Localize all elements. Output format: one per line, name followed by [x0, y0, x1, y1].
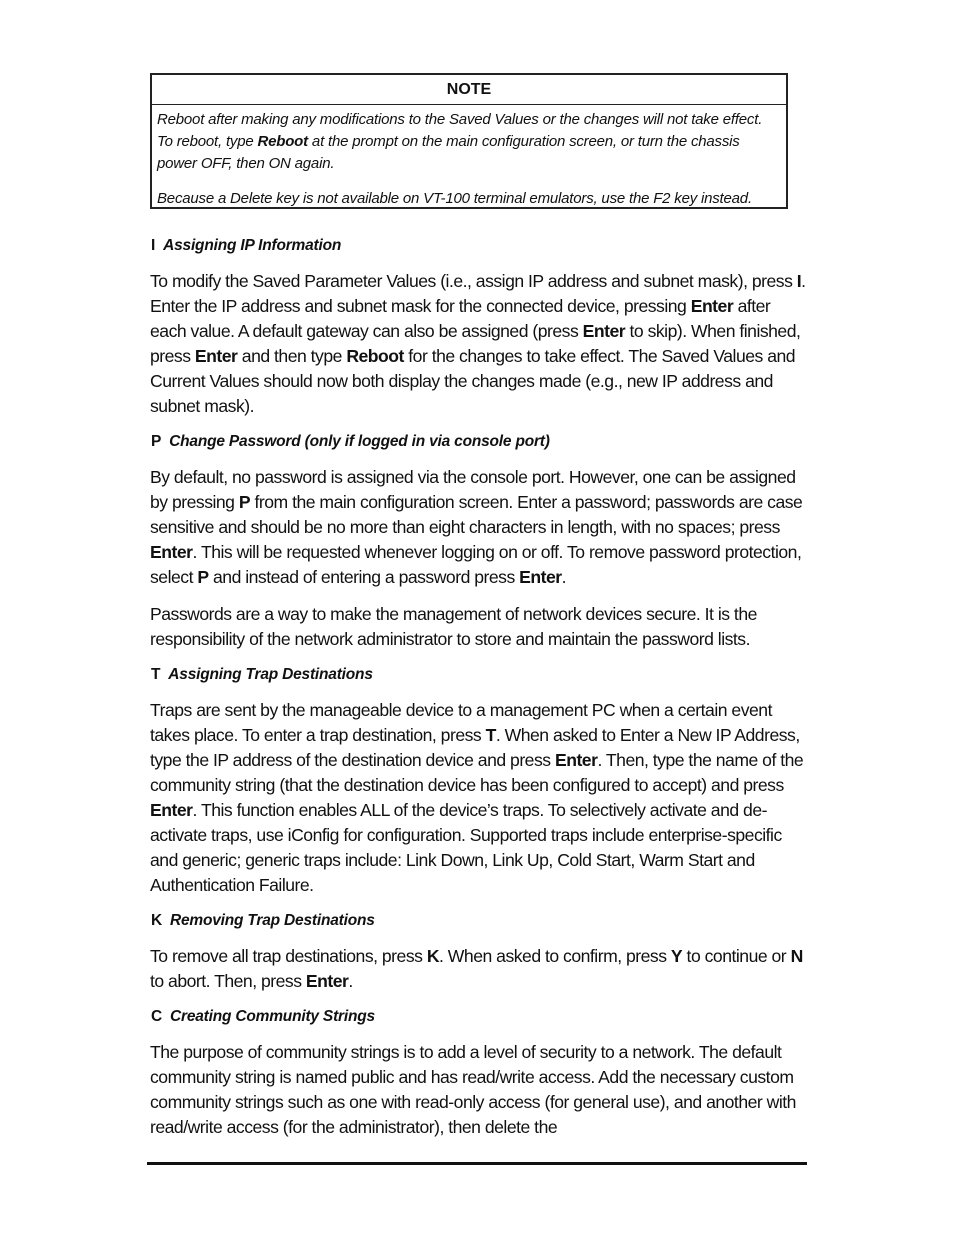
paragraph-password-security: Passwords are a way to make the management of network devices secure. It is the responsibility of the network administrator to store and maintain the password lists. [150, 604, 757, 649]
note-title: NOTE [152, 75, 786, 105]
paragraph-change-password: By default, no password is assigned via the console port. However, one can be assigned by pressing P from the main configuration screen. Enter a password; passwords are case sensitive and should be no more than eight characters in length, with no spaces; press Enter. This will be requested whenever logging on or off. To remove password protection, select P and instead of entering a password press Enter. [150, 467, 803, 587]
paragraph-removing-trap: To remove all trap destinations, press K. When asked to confirm, press Y to continue or N to abort. Then, press Enter. [150, 946, 803, 991]
heading-removing-trap [151, 911, 375, 931]
heading-key: C [151, 1008, 162, 1025]
note-delete-key-text: Because a Delete key is not available on VT-100 terminal emulators, use the F2 key instead. [157, 190, 752, 207]
heading-assigning-ip [151, 236, 341, 256]
heading-assigning-trap [151, 665, 373, 685]
heading-title: Creating Community Strings [170, 1008, 375, 1025]
footer-rule [147, 1162, 807, 1165]
paragraph-assigning-ip: To modify the Saved Parameter Values (i.e., assign IP address and subnet mask), press I. Enter the IP address and subnet mask for the connected device, pressing Enter after each value. A default gateway can also be assigned (press Enter to skip). When finished, press Enter and then type Reboot for the changes to take effect. The Saved Values and Current Values should now both display the changes made (e.g., new IP address and subnet mask). [150, 271, 806, 416]
heading-key: P [151, 433, 162, 450]
heading-creating-community [151, 1007, 375, 1027]
heading-title: Assigning IP Information [163, 237, 342, 254]
note-body [152, 105, 786, 210]
note-reboot-text [157, 109, 780, 175]
note-text: Reboot after making any modifications to the Saved Values or the changes will not take effect. To reboot, type [157, 111, 763, 150]
note-text: at the prompt on the main configuration screen, or turn the chassis power OFF, then ON again. [157, 133, 740, 172]
note-box [150, 73, 788, 209]
paragraph-creating-community: The purpose of community strings is to add a level of security to a network. The default community string is named public and has read/write access. Add the necessary custom community strings such as one with read-only access (for general use), and another with read/write access (for the administrator), then delete the [150, 1042, 796, 1137]
heading-title: Assigning Trap Destinations [168, 666, 373, 683]
heading-key: T [151, 666, 161, 683]
heading-title: Change Password (only if logged in via console port) [169, 433, 550, 450]
heading-title: Removing Trap Destinations [170, 912, 375, 929]
heading-key: K [151, 912, 162, 929]
note-bold: Reboot [257, 133, 308, 150]
heading-change-password [151, 432, 550, 452]
paragraph-assigning-trap: Traps are sent by the manageable device to a management PC when a certain event takes place. To enter a trap destination, press T. When asked to Enter a New IP Address, type the IP address of the destination device and press Enter. Then, type the name of the community string (that the destination device has been configured to accept) and press Enter. This function enables ALL of the device’s traps. To selectively activate and de-activate traps, use iConfig for configuration. Supported traps include enterprise-specific and generic; generic traps include: Link Down, Link Up, Cold Start, Warm Start and Authentication Failure. [150, 700, 804, 895]
heading-key: I [151, 237, 156, 254]
